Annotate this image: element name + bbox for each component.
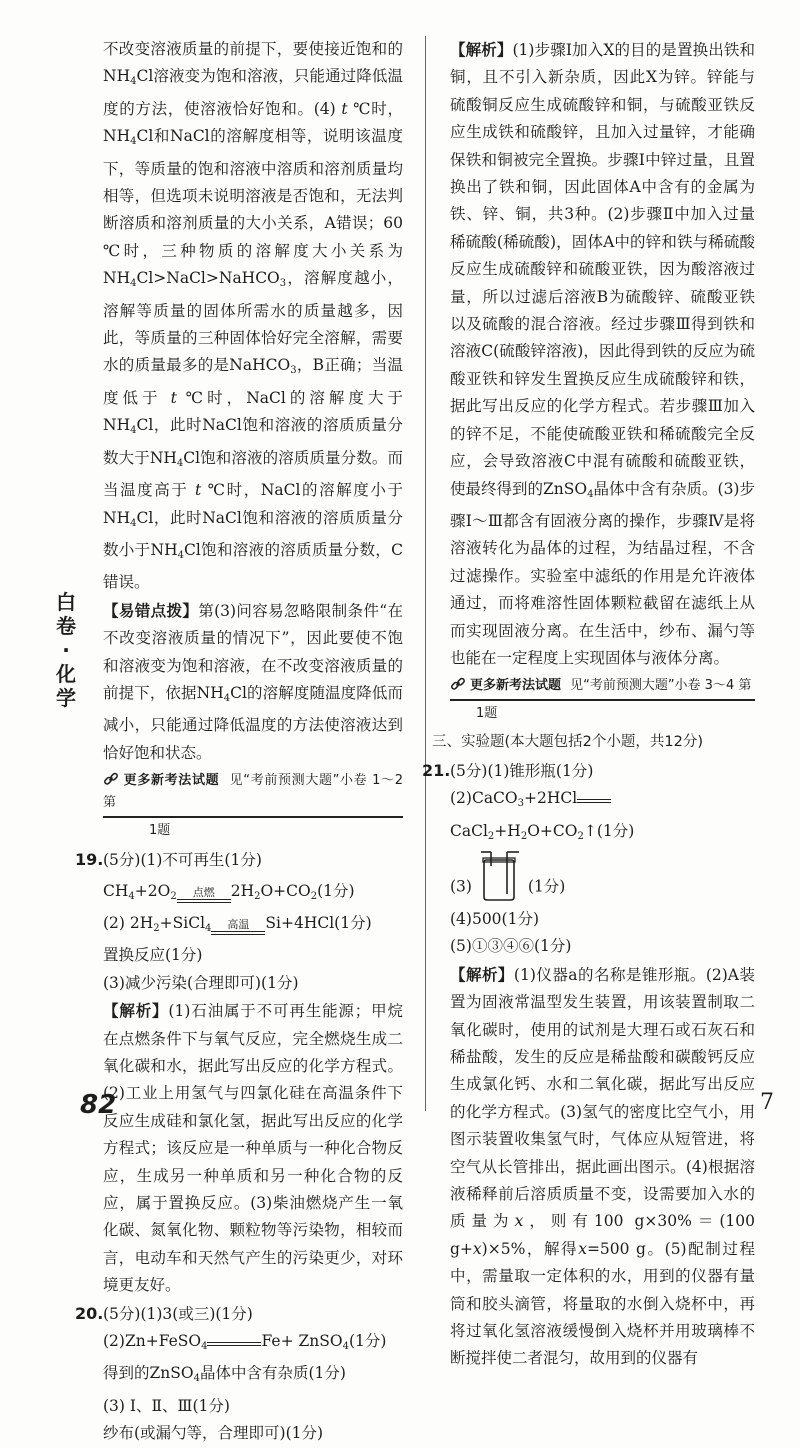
section-heading: 三、实验题(本大题包括2个小题，共12分) <box>432 734 703 751</box>
q20-line-5: 纱布(或漏勺等，合理即可)(1分) <box>103 1424 324 1443</box>
column-divider <box>425 36 426 1111</box>
q19-line-3: 置换反应(1分) <box>103 946 203 965</box>
right-column <box>422 36 755 1373</box>
q19-equation-2: (2) $2H_2+SiCl_4$ 高温 Si+4HCl(1分) <box>103 913 372 934</box>
q18-analysis: 【解析】(1)步骤Ⅰ加入X的目的是置换出铁和铜，且不引入新杂质，因此X为锌。锌能与硫酸铜反应生成硫酸锌和铜，与硫酸亚铁反应生成铁和硫酸锌，且加入过量锌，才能确保铁和铜被完全置换。步骤Ⅰ中锌过量，且置换出了铁和铜，因此固体A中含有的金属为铁、锌、铜，共3种。(2)步骤Ⅱ中加入过量稀硫酸(稀硫酸)，固体A中的锌和铁与稀硫酸反应生成硫酸锌和硫酸亚铁，因为酸溶液过量，所以过滤后溶液B为硫酸锌、硫酸亚铁以及硫酸的混合溶液。经过步骤Ⅲ得到铁和溶液C(硫酸锌溶液)，因此得到铁的反应为硫酸亚铁和锌发生置换反应生成硫酸锌和铁，据此写出反应的化学方程式。若步骤Ⅲ加入的锌不足，不能使硫酸亚铁和稀硫酸完全反应，会导致溶液C中混有硫酸和硫酸亚铁，使最终得到的ZnSO$_4$晶体中含有杂质。(3)步骤Ⅰ～Ⅲ都含有固液分离的操作，步骤Ⅳ是将溶液转化为晶体的过程，为结晶过程，不含过滤操作。实验室中滤纸的作用是允许液体通过，而将难溶性固体颗粒截留在滤纸上从而实现固液分离。在生活中，纱布、漏勺等也能在一定程度上实现固体与液体分离。 <box>450 40 755 667</box>
corner-digit: 7 <box>760 1090 774 1115</box>
error-tip-paragraph: 【易错点拨】第(3)问容易忽略限制条件“在不改变溶液质量的情况下”，因此要使不饱和溶液变为饱和溶液，在不改变溶液质量的前提下，依据$NH_4Cl$的溶解度随温度降低而减小，只能通过降低温度的方法使溶液达到恰好饱和状态。 <box>103 600 403 762</box>
analysis-tag: 【解析】 <box>103 1001 169 1021</box>
solubility-analysis-paragraph: 不改变溶液质量的前提下，要使接近饱和的$NH_4Cl$溶液变为饱和溶液，只能通过降低温度的方法，使溶液恰好饱和。(4) t ℃时，$NH_4Cl$和NaCl的溶解度相等，说明该温度下，等质量的饱和溶液中溶质和溶剂质量均相等，但选项未说明溶液是否饱和，无法判断溶质和溶剂质量的大小关系，A错误；60 ℃时，三种物质的溶解度大小关系为$NH_4Cl>NaCl>NaHCO_3$，溶解度越小，溶解等质量的固体所需水的质量越多，因此，等质量的三种固体恰好完全溶解，需要水的质量最多的是NaHCO$_3$，B正确；当温度低于 t ℃时，NaCl的溶解度大于$NH_4Cl$，此时NaCl饱和溶液的溶质质量分数大于$NH_4Cl$饱和溶液的溶质质量分数。而当温度高于 t ℃时，NaCl的溶解度小于$NH_4Cl$，此时NaCl饱和溶液的溶质质量分数小于$NH_4Cl$饱和溶液的溶质质量分数，C错误。 <box>103 40 403 592</box>
q19-answer: 19.(5分)(1)不可再生(1分) <box>103 846 403 874</box>
link-icon <box>450 676 466 692</box>
analysis-tag: 【解析】 <box>450 40 513 59</box>
q21-line-4: (4)500(1分) <box>450 909 539 928</box>
link-icon <box>103 771 119 787</box>
more-questions-banner: 更多新考法试题 见“考前预测大题”小卷 3～4 第 <box>450 675 755 701</box>
reaction-arrow: 高温 <box>211 920 265 935</box>
q21-number: 21. <box>422 760 451 780</box>
more-questions-line2: 1题 <box>476 706 498 722</box>
q19-analysis: 【解析】(1)石油属于不可再生能源；甲烷在点燃条件下与氧气反应，完全燃烧生成二氧化碳和水，据此写出反应的化学方程式。(2)工业上用氢气与四氯化硅在高温条件下反应生成硅和氯化氢，据此写出反应的化学方程式；该反应是一种单质与一种化合物反应，生成另一种单质和另一种化合物的反应，属于置换反应。(3)柴油燃烧产生一氧化碳、氮氧化物、颗粒物等污染物，相较而言，电动车和天然气产生的污染更少，对环境更友好。 <box>103 1001 403 1295</box>
more-questions-line2: 1题 <box>149 823 171 839</box>
q19-line-4: (3)减少污染(合理即可)(1分) <box>103 973 299 992</box>
error-tip-tag: 【易错点拨】 <box>103 600 199 620</box>
q19-number: 19. <box>75 850 104 870</box>
reaction-arrow <box>207 1341 261 1346</box>
side-label: 白 卷 · 化 学 <box>56 590 76 710</box>
reaction-arrow: 点燃 <box>177 888 231 903</box>
more-questions-banner: 更多新考法试题 见“考前预测大题”小卷 1～2 第 <box>103 770 403 818</box>
page-number: 82 <box>80 1090 117 1120</box>
q21-answer: 21.(5分)(1)锥形瓶(1分) <box>450 757 755 785</box>
q21-analysis: 【解析】(1)仪器a的名称是锥形瓶。(2)A装置为固液常温型发生装置，用该装置制取二氧化碳时，使用的试剂是大理石或石灰石和稀盐酸，发生的反应是稀盐酸和碳酸钙反应生成氯化钙、水和二氧化碳，据此写出反应的化学方程式。(3)氢气的密度比空气小，用图示装置收集氢气时，气体应从短管进，将空气从长管排出，据此画出图示。(4)根据溶液稀释前后溶质质量不变，设需要加入水的质量为x，则有100 g×30%＝(100 g+x)×5%，解得x=500 g。(5)配制过程中，需量取一定体积的水，用到的仪器有量筒和胶头滴管，将量取的水倒入烧杯中，再将过氧化氢溶液缓慢倒入烧杯并用玻璃棒不断搅拌使二者混匀，故用到的仪器有 <box>450 964 755 1368</box>
q20-number: 20. <box>75 1303 104 1323</box>
q21-line-5: (5)①③④⑥(1分) <box>450 937 572 956</box>
q21-diagram-line: (3) (1分) <box>450 850 755 906</box>
q21-equation: (2)CaCO$_3$+2HCl $CaCl_2+H_2O+CO_2↑(1$分) <box>450 789 635 842</box>
q19-equation-1: $CH_4+2O_2$ 点燃 $2H_2O+CO_2(1$分) <box>103 881 355 902</box>
reaction-arrow <box>577 798 611 803</box>
q20-line-3: 得到的ZnSO$_4$晶体中含有杂质(1分) <box>103 1364 346 1385</box>
q20-answer: 20.(5分)(1)3(或三)(1分) <box>103 1300 403 1328</box>
analysis-tag: 【解析】 <box>450 964 514 984</box>
q20-equation: (2)Zn+FeSO$_4$ Fe+ ZnSO$_4$(1分) <box>103 1332 387 1353</box>
q20-line-4: (3) Ⅰ、Ⅱ、Ⅲ(1分) <box>103 1396 230 1415</box>
